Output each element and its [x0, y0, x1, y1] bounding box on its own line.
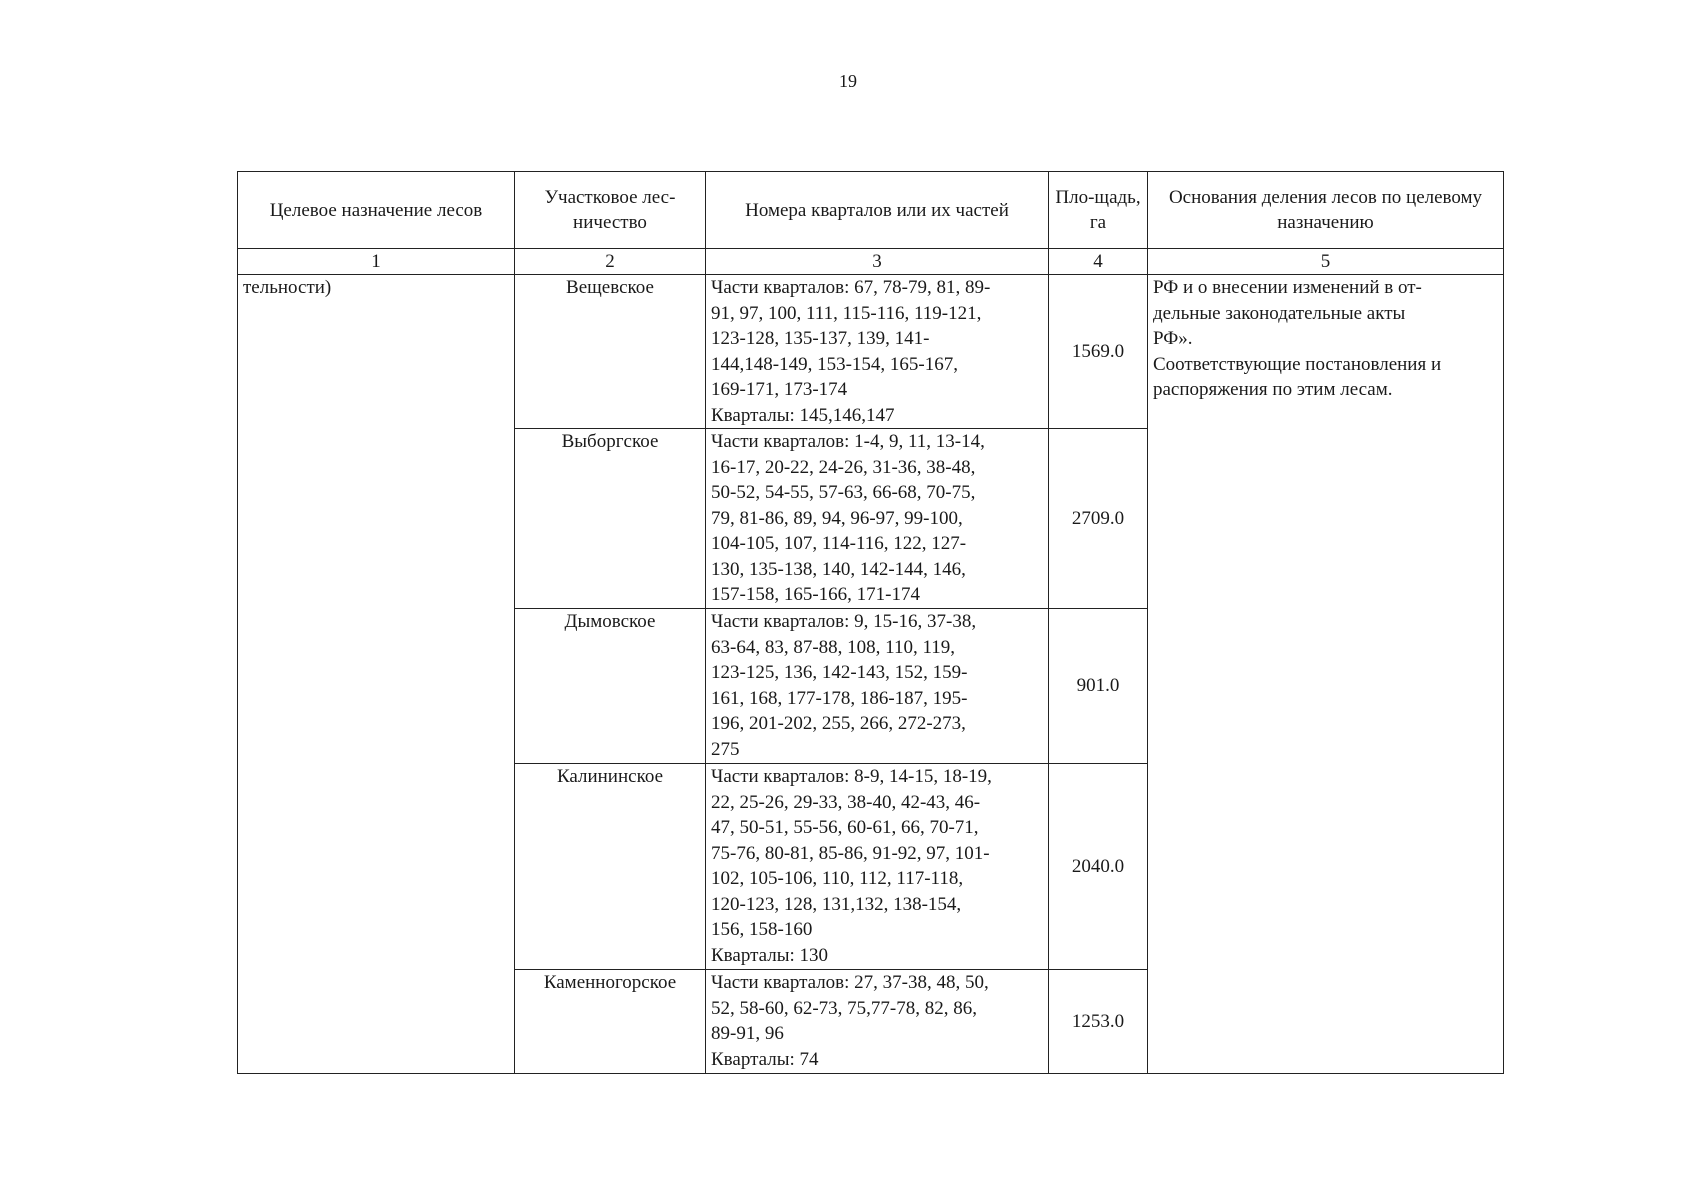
header-blocks: [706, 172, 1049, 249]
column-number: 2: [515, 249, 706, 275]
blocks-cell: [706, 970, 1049, 1074]
blocks-cell: [706, 275, 1049, 429]
basis-line: Соответствующие постановления и: [1153, 353, 1442, 375]
header-basis-label: Основания деления лесов по целевому назначению: [1168, 187, 1483, 233]
district-cell: Дымовское: [515, 609, 706, 764]
blocks-cell: [706, 429, 1049, 609]
basis-line: дельные законодательные акты: [1153, 302, 1406, 324]
page-number: 19: [839, 71, 857, 91]
table-row: [238, 275, 1504, 429]
column-number: 3: [706, 249, 1049, 275]
header-basis: [1148, 172, 1504, 249]
header-district: [515, 172, 706, 249]
column-number-row: [238, 249, 1504, 275]
purpose-cell: [238, 275, 515, 1074]
blocks-cell: [706, 764, 1049, 970]
basis-line: РФ».: [1153, 328, 1193, 349]
basis-line: распоряжения по этим лесам.: [1153, 379, 1393, 400]
blocks-cell: [706, 609, 1049, 764]
purpose-text: тельности): [243, 277, 332, 298]
blocks-text: Части кварталов: 67, 78-79, 81, 89- 91, 97, 100, 111, 115-116, 119-121, 123-128, 135-137, 139, 141- 144,148-149, 153-154, 165-167, 169-171, 173-174 Кварталы: 145,146,147: [711, 277, 991, 426]
blocks-text: Части кварталов: 9, 15-16, 37-38, 63-64, 83, 87-88, 108, 110, 119, 123-125, 136, 142-143, 152, 159- 161, 168, 177-178, 186-187, 195- 196, 201-202, 255, 266, 272-273, 275: [711, 611, 977, 760]
area-cell: 2709.0: [1049, 429, 1148, 609]
header-district-label: Участковое лес-ничество: [544, 187, 676, 233]
header-row: [238, 172, 1504, 249]
header-blocks-label: Номера кварталов или их частей: [745, 199, 1009, 221]
header-area: [1049, 172, 1148, 249]
area-cell: 2040.0: [1049, 764, 1148, 970]
header-area-label: Пло-щадь, га: [1055, 187, 1141, 233]
column-number: 1: [238, 249, 515, 275]
header-purpose-label: Целевое назначение лесов: [269, 199, 483, 221]
area-cell: 901.0: [1049, 609, 1148, 764]
basis-line: РФ и о внесении изменений в от-: [1153, 277, 1422, 298]
forest-division-table: [237, 171, 1504, 1074]
district-cell: Выборгское: [515, 429, 706, 609]
column-number: 4: [1049, 249, 1148, 275]
header-purpose: [238, 172, 515, 249]
district-cell: Каменногорское: [515, 970, 706, 1074]
blocks-text: Части кварталов: 27, 37-38, 48, 50, 52, 58-60, 62-73, 75,77-78, 82, 86, 89-91, 96 Кварталы: 74: [711, 972, 989, 1070]
basis-cell: [1148, 275, 1504, 1074]
area-cell: 1253.0: [1049, 970, 1148, 1074]
district-cell: Калининское: [515, 764, 706, 970]
district-cell: Вещевское: [515, 275, 706, 429]
blocks-text: Части кварталов: 1-4, 9, 11, 13-14, 16-17, 20-22, 24-26, 31-36, 38-48, 50-52, 54-55, 57-63, 66-68, 70-75, 79, 81-86, 89, 94, 96-97, 99-100, 104-105, 107, 114-116, 122, 127- 130, 135-138, 140, 142-144, 146, 157-158, 165-166, 171-174: [711, 431, 985, 605]
area-cell: 1569.0: [1049, 275, 1148, 429]
blocks-text: Части кварталов: 8-9, 14-15, 18-19, 22, 25-26, 29-33, 38-40, 42-43, 46- 47, 50-51, 55-56, 60-61, 66, 70-71, 75-76, 80-81, 85-86, 91-92, 97, 101- 102, 105-106, 110, 112, 117-118, 120-123, 128, 131,132, 138-154, 156, 158-160 Кварталы: 130: [711, 766, 992, 966]
column-number: 5: [1148, 249, 1504, 275]
